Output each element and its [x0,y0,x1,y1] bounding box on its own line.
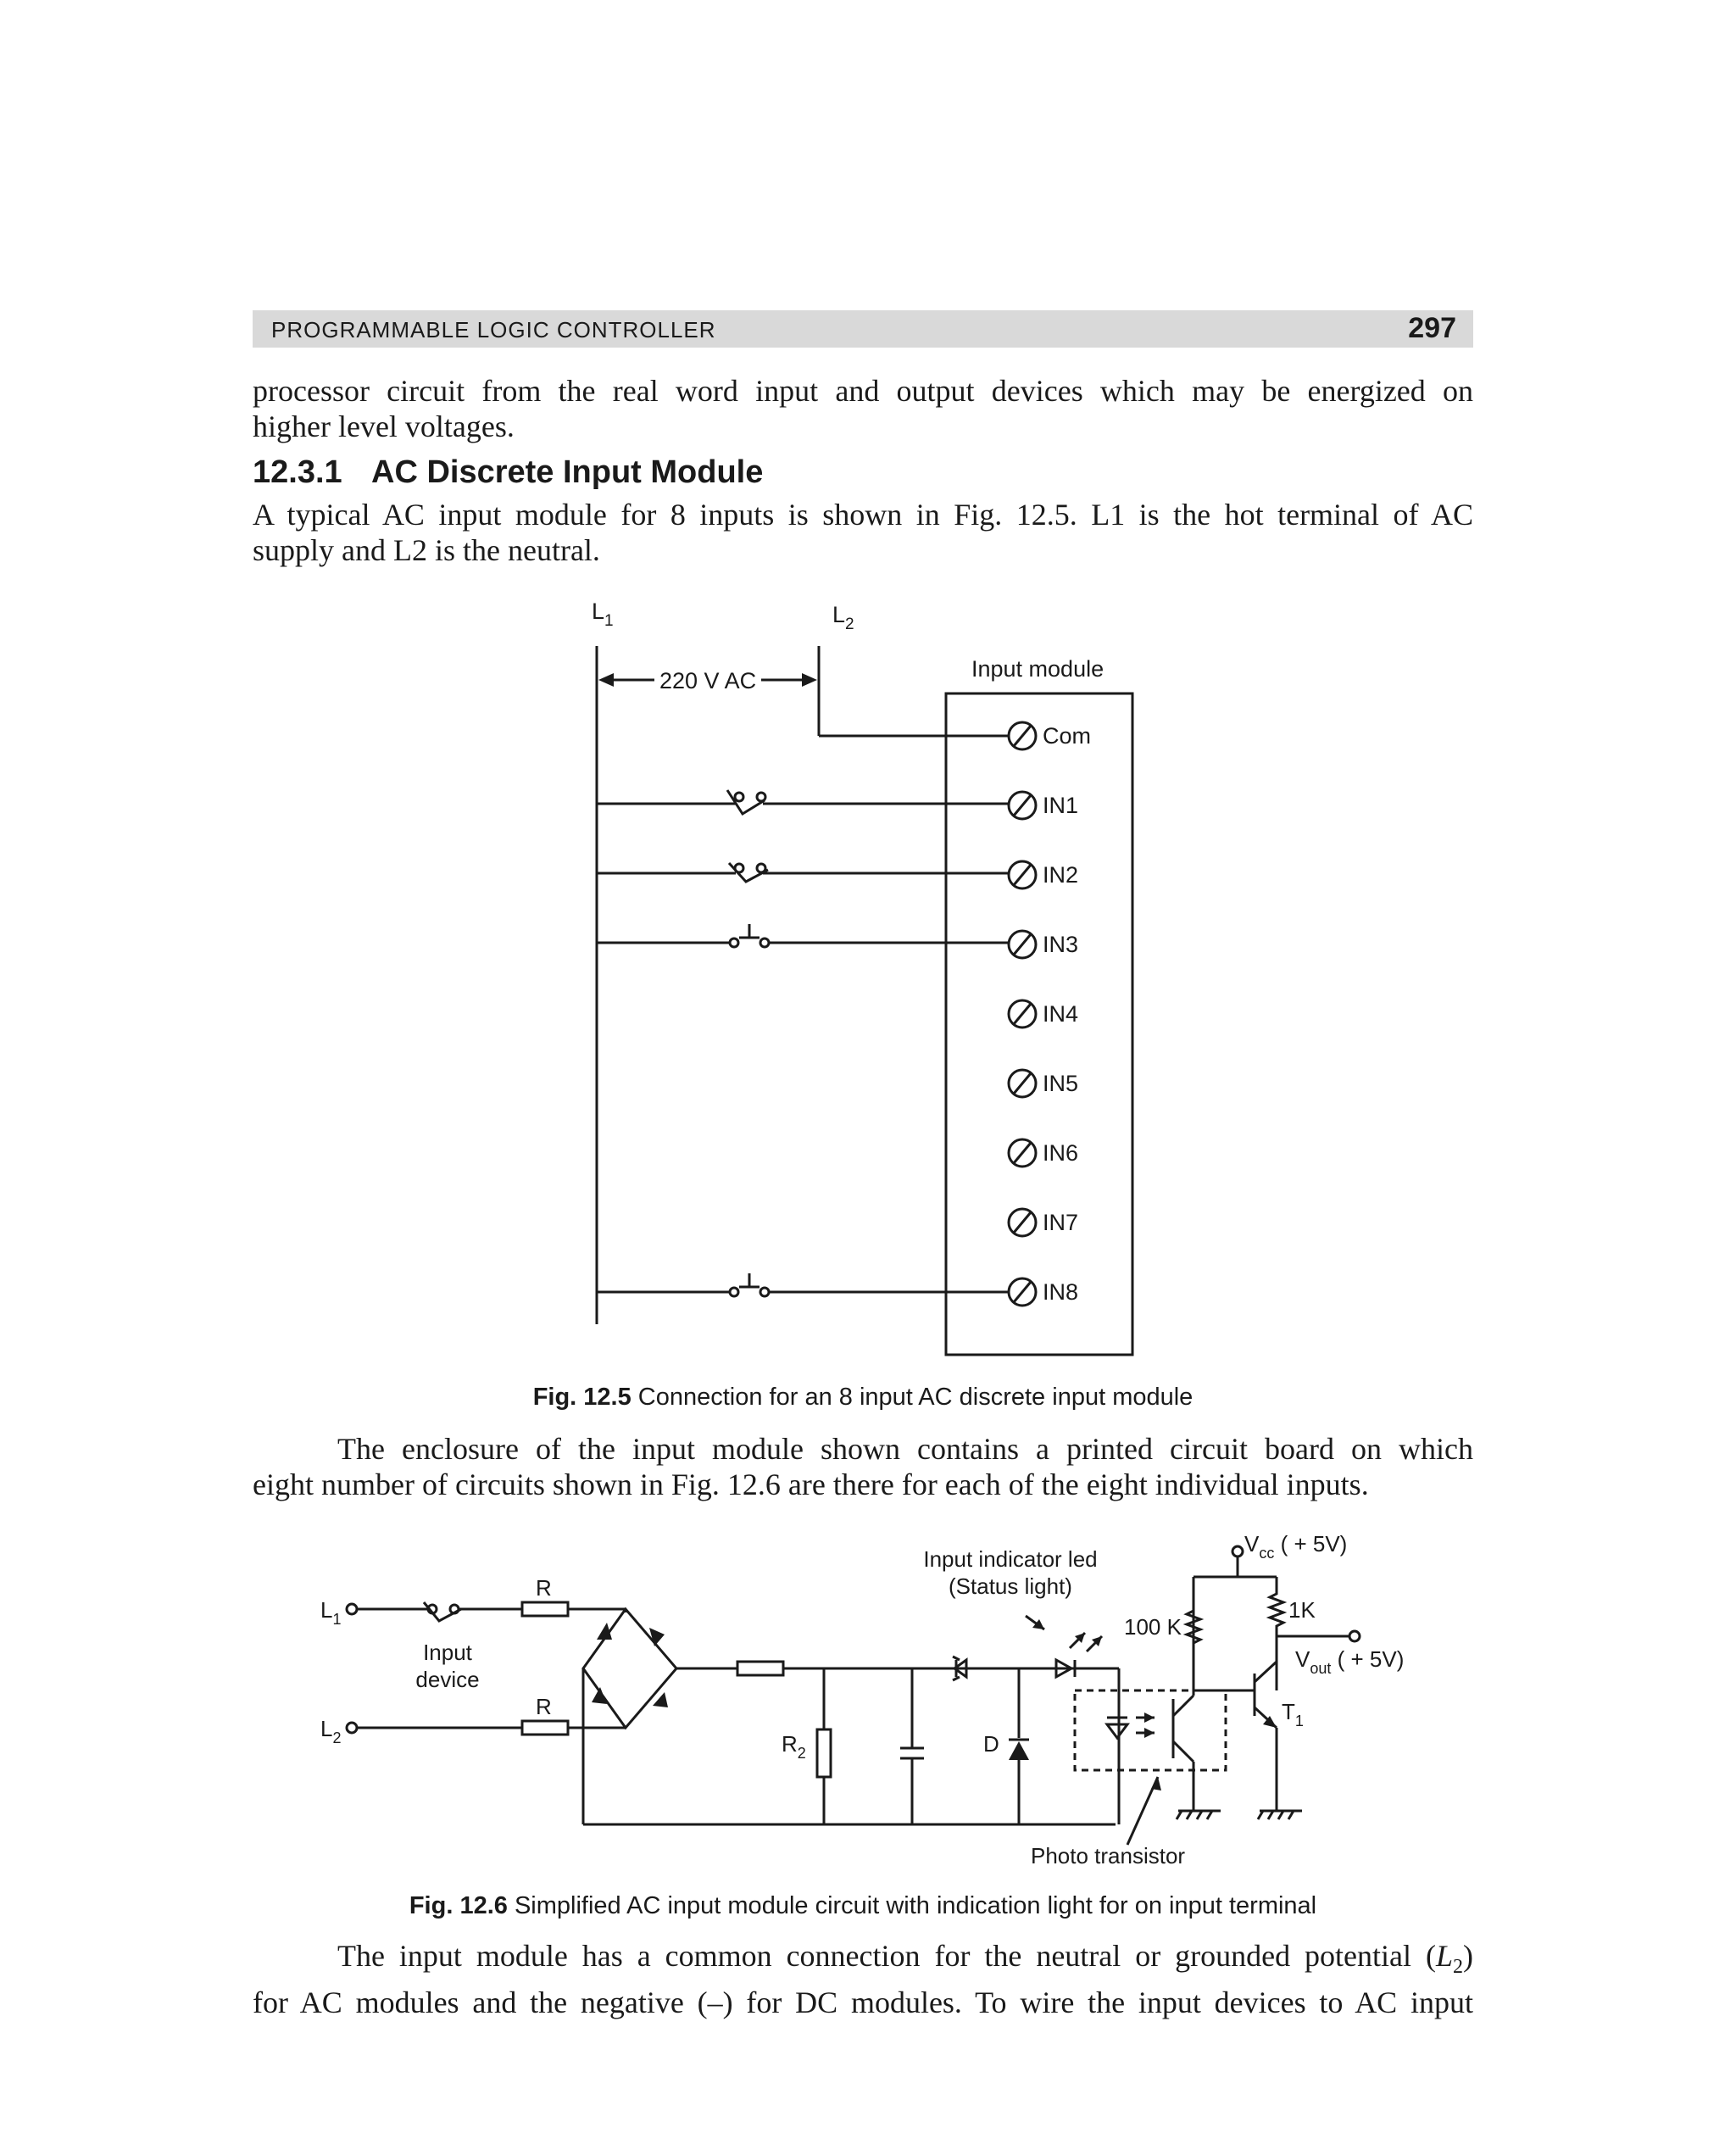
figure-12-5-caption: Fig. 12.5 Connection for an 8 input AC discrete input module [532,1384,1194,1411]
fig126-photo-label: Photo transistor [1031,1843,1186,1868]
fig126-vcc-label: $V_{cc}$ ( + 5V) [1244,1531,1348,1562]
fig126-r2-label: $R_2$ [782,1731,806,1762]
intro-line-2: higher level voltages. [253,409,515,443]
para3-line-1: The input module has a common connection for the neutral or grounded potential $(L_2)$ [337,1939,1473,1979]
page-number: 297 [1408,312,1456,344]
fig126-l1-label: $L_1$ [320,1597,342,1628]
para3-line-2: for AC modules and the negative (–) for DC modules. To wire the input devices to AC input [253,1985,1473,2020]
fig126-t1-label: $T_1$ [1282,1699,1304,1729]
terminal-label-com: Com [1043,723,1092,749]
terminal-label-in5: IN5 [1043,1071,1079,1096]
section-title: AC Discrete Input Module [371,454,764,490]
terminal-label-in3: IN3 [1043,932,1079,957]
fig126-r-bottom-label: R [536,1694,552,1719]
fig125-l2-label: $L_2$ [832,602,854,633]
paragraph-3 [253,1938,1473,2020]
figure-12-6-caption: Fig. 12.6 Simplified AC input module circuit with indication light for on input terminal [409,1892,1317,1919]
fig126-d-label: D [983,1731,999,1757]
section-number: 12.3.1 [253,454,342,490]
header-title: PROGRAMMABLE LOGIC CONTROLLER [271,317,716,343]
fig125-module-label: Input module [971,656,1104,682]
para2-line-2: eight number of circuits shown in Fig. 12.6 are there for each of the eight individual inputs. [253,1467,1369,1501]
terminal-label-in4: IN4 [1043,1001,1079,1027]
fig126-100k-label: 100 K [1124,1614,1182,1640]
fig126-1k-label: 1K [1288,1597,1316,1623]
para2-line-1: The enclosure of the input module shown contains a printed circuit board on which [337,1432,1473,1466]
terminal-label-in1: IN1 [1043,793,1079,818]
fig125-voltage-label: 220 V AC [659,668,757,693]
fig126-input-device-line2: device [415,1667,480,1692]
terminal-label-in2: IN2 [1043,862,1079,888]
terminal-label-in8: IN8 [1043,1279,1079,1305]
fig126-vout-label: $V_{out}$ ( + 5V) [1295,1646,1405,1677]
fig126-led-label-line2: (Status light) [949,1573,1072,1599]
fig126-led-label-line1: Input indicator led [923,1546,1098,1572]
terminal-label-in6: IN6 [1043,1140,1079,1166]
intro-line-1: processor circuit from the real word input and output devices which may be energized on [253,374,1473,408]
para1-line-1: A typical AC input module for 8 inputs is shown in Fig. 12.5. L1 is the hot terminal of AC [253,498,1473,532]
fig125-l1-label: $L_1$ [592,599,614,630]
fig126-input-device-line1: Input [423,1640,472,1665]
terminal-label-in7: IN7 [1043,1210,1079,1235]
fig126-l2-label: $L_2$ [320,1716,342,1746]
para1-line-2: supply and L2 is the neutral. [253,533,600,567]
fig126-r-top-label: R [536,1575,552,1601]
